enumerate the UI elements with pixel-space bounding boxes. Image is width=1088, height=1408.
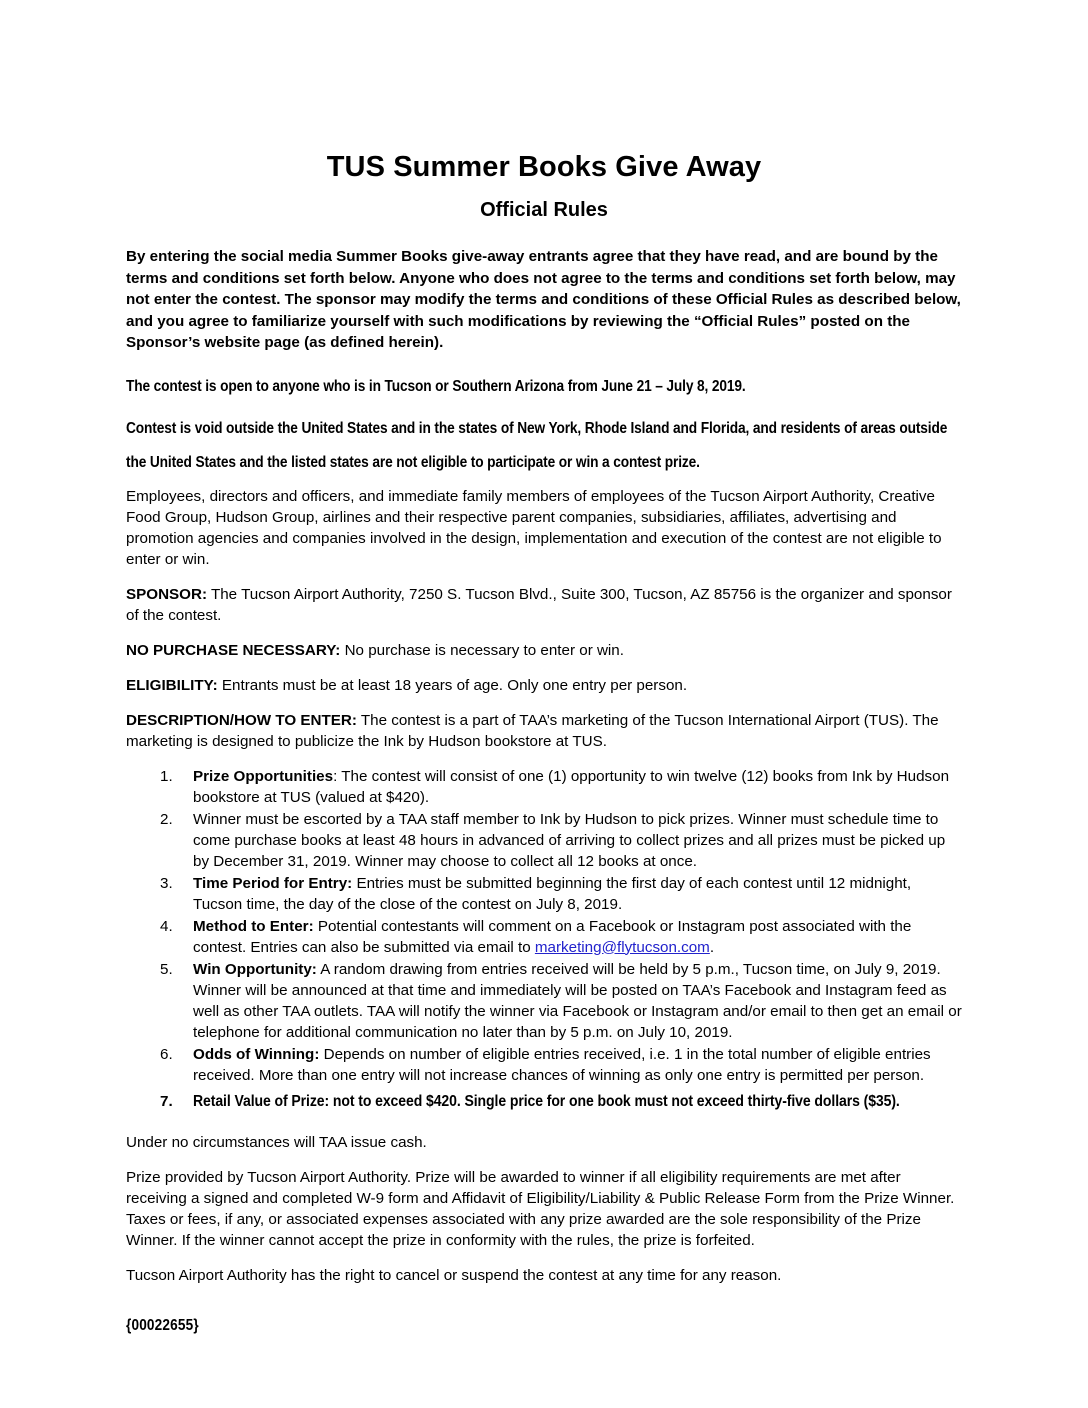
list-item [126,766,962,808]
marketing-email-link[interactable]: marketing@flytucson.com [534,938,710,956]
page-subtitle: Official Rules [480,198,608,221]
rule-text: not to exceed $420. Single price for one book must not exceed thirty-five dollars ($35). [329,1092,900,1110]
description-paragraph [126,710,962,752]
eligibility-label: ELIGIBILITY: [126,676,218,694]
list-item [126,873,962,915]
list-item [126,809,962,872]
rule-text: : The contest will consist of one (1) opportunity to win twelve (12) books from Ink by Hudson bookstore at TUS (valued at $420). [193,767,950,806]
page-title: TUS Summer Books Give Away [326,151,762,184]
rules-list [126,766,962,1116]
list-item [126,1044,962,1086]
rule-label: Prize Opportunities [193,767,334,785]
list-item [126,916,962,958]
rule-text: Winner must be escorted by a TAA staff member to Ink by Hudson to pick prizes. Winner must schedule time to come purchase books at least 48 hours in advanced of arriving to collect prizes and all prizes must be picked up by December 31, 2019. Winner may choose to collect all 12 books at once. [193,810,946,870]
contest-open-statement: The contest is open to anyone who is in Tucson or Southern Arizona from June 21 – July 8, 2019. [126,377,746,395]
no-purchase-text: No purchase is necessary to enter or win. [340,641,624,659]
rule-label: Retail Value of Prize: [193,1092,330,1110]
eligibility-paragraph [126,675,962,696]
footer-document-code: {00022655} [126,1317,199,1334]
intro-paragraph: By entering the social media Summer Books give-away entrants agree that they have read, and are bound by the terms and conditions set forth below. Anyone who does not agree to the terms and conditions set forth below, may not enter the contest. The sponsor may modify the terms and conditions of these Official Rules as described below, and you agree to familiarize yourself with such modifications by reviewing the “Official Rules” posted on the Sponsor’s website page (as defined herein). [126,248,961,351]
no-purchase-paragraph [126,640,962,661]
description-label: DESCRIPTION/HOW TO ENTER: [126,711,357,729]
eligibility-text: Entrants must be at least 18 years of age. Only one entry per person. [217,676,688,694]
cancel-right-paragraph: Tucson Airport Authority has the right to cancel or suspend the contest at any time for any reason. [126,1266,782,1284]
employees-exclusion-paragraph: Employees, directors and officers, and immediate family members of employees of the Tucson Airport Authority, Creative Food Group, Hudson Group, airlines and their respective parent companies, subsidiaries, affiliates, advertising and promotion agencies and companies involved in the design, implementation and execution of the contest are not eligible to enter or win. [126,487,942,568]
sponsor-label: SPONSOR: [126,585,208,603]
rule-text-tail: . [709,938,715,956]
rule-text: Depends on number of eligible entries received, i.e. 1 in the total number of eligible entries received. More than one entry will not increase chances of winning as only one entry is permitted per person. [193,1045,931,1084]
sponsor-text: The Tucson Airport Authority, 7250 S. Tucson Blvd., Suite 300, Tucson, AZ 85756 is the organizer and sponsor of the contest. [126,585,952,624]
description-text: The contest is a part of TAA’s marketing of the Tucson International Airport (TUS). The marketing is designed to publicize the Ink by Hudson bookstore at TUS. [126,711,939,750]
prize-provided-paragraph: Prize provided by Tucson Airport Authority. Prize will be awarded to winner if all eligibility requirements are met after receiving a signed and completed W-9 form and Affidavit of Eligibility/Liability & Public Release Form from the Prize Winner. Taxes or fees, if any, or associated expenses associated with any prize awarded are the sole responsibility of the Prize Winner. If the winner cannot accept the prize in conformity with the rules, the prize is forfeited. [126,1168,955,1249]
document-body [126,246,962,1300]
list-item [126,1087,962,1116]
rule-text: Potential contestants will comment on a Facebook or Instagram post associated with the contest. Entries can also be submitted via email to [193,917,912,956]
rule-label: Odds of Winning: [193,1045,320,1063]
rule-text: Entries must be submitted beginning the first day of each contest until 12 midnight, Tucson time, the day of the close of the contest on July 8, 2019. [193,874,912,913]
contest-void-statement: Contest is void outside the United States and in the states of New York, Rhode Island and Florida, and residents of areas outside the United States and the listed states are not eligible to participate or win a contest prize. [126,419,948,471]
list-item [126,959,962,1043]
no-cash-paragraph: Under no circumstances will TAA issue cash. [126,1133,427,1151]
rule-label: Method to Enter: [193,917,314,935]
rule-label: Win Opportunity: [193,960,317,978]
rule-content [193,1087,961,1116]
rule-text: A random drawing from entries received will be held by 5 p.m., Tucson time, on July 9, 2019. Winner will be announced at that time and immediately will be posted on TAA’s Facebook and Instagram feed as well as other TAA outlets. TAA will notify the winner via Facebook or Instagram and/or email to then get an email or telephone for additional communication no later than by 5 p.m. on July 10, 2019. [193,960,962,1041]
rule-label: Time Period for Entry: [193,874,353,892]
sponsor-paragraph [126,584,962,626]
no-purchase-label: NO PURCHASE NECESSARY: [126,641,341,659]
